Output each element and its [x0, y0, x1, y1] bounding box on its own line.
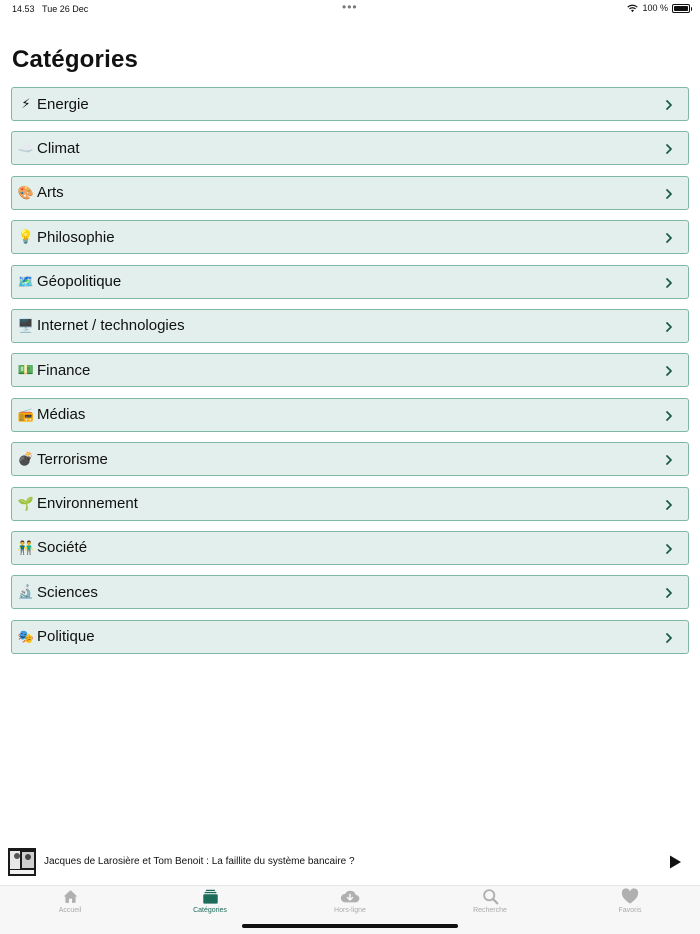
category-label: Géopolitique	[37, 273, 122, 291]
category-label: Politique	[37, 628, 95, 646]
category-item-arts[interactable]	[11, 176, 689, 210]
microscope-icon: 🔬	[17, 584, 35, 600]
category-label: Philosophie	[37, 228, 115, 246]
banknote-icon: 💵	[17, 362, 35, 378]
episode-thumbnail	[8, 848, 36, 876]
chevron-right-icon	[662, 586, 676, 600]
chevron-right-icon	[662, 231, 676, 245]
category-item-geopolitique[interactable]	[11, 265, 689, 299]
battery-percent: 100 %	[642, 3, 668, 13]
lightning-icon: ⚡	[21, 96, 31, 111]
chevron-right-icon	[662, 364, 676, 378]
play-icon[interactable]	[667, 854, 683, 870]
home-icon	[62, 888, 79, 905]
episode-title[interactable]: Jacques de Larosière et Tom Benoit : La faillite du système bancaire ?	[44, 856, 355, 867]
tab-label: Hors-ligne	[334, 907, 366, 914]
chevron-right-icon	[662, 320, 676, 334]
category-label: Energie	[37, 95, 89, 113]
tab-label: Recherche	[473, 907, 507, 914]
chevron-right-icon	[662, 631, 676, 645]
bomb-icon: 💣	[17, 451, 35, 467]
chevron-right-icon	[662, 142, 676, 156]
category-label: Environnement	[37, 495, 138, 513]
heart-icon	[621, 888, 639, 905]
category-label: Terrorisme	[37, 450, 108, 468]
seedling-icon: 🌱	[17, 495, 35, 511]
category-item-finance[interactable]	[11, 353, 689, 387]
tab-accueil[interactable]	[20, 888, 120, 922]
masks-icon: 🎭	[17, 628, 35, 644]
radio-icon: 📻	[17, 406, 35, 422]
category-item-politique[interactable]	[11, 620, 689, 654]
category-list	[11, 87, 689, 664]
category-label: Internet / technologies	[37, 317, 185, 335]
lightbulb-icon: 💡	[17, 229, 35, 245]
page-title: Catégories	[12, 46, 139, 73]
tab-favoris[interactable]	[580, 888, 680, 922]
status-right	[627, 3, 690, 13]
category-label: Sciences	[37, 583, 98, 601]
category-label: Société	[37, 539, 88, 557]
category-item-terrorisme[interactable]	[11, 442, 689, 476]
category-label: Climat	[37, 139, 80, 157]
category-item-medias[interactable]	[11, 398, 689, 432]
chevron-right-icon	[662, 409, 676, 423]
tab-label: Favoris	[618, 907, 642, 914]
tab-label: Accueil	[58, 907, 82, 914]
home-indicator[interactable]	[242, 924, 458, 928]
desktop-computer-icon: 🖥️	[17, 317, 35, 333]
cloud-download-icon	[340, 888, 360, 905]
palette-icon: 🎨	[17, 184, 35, 200]
chevron-right-icon	[662, 542, 676, 556]
status-bar	[0, 0, 700, 18]
wifi-icon	[627, 4, 638, 13]
search-icon	[482, 888, 499, 905]
categories-icon	[202, 888, 219, 905]
tab-recherche[interactable]	[440, 888, 540, 922]
chevron-right-icon	[662, 453, 676, 467]
category-label: Finance	[37, 361, 91, 379]
multitasking-dots[interactable]: •••	[342, 0, 358, 14]
category-label: Arts	[37, 184, 64, 202]
tab-hors-ligne[interactable]	[300, 888, 400, 922]
status-time-date: 14.53 Tue 26 Dec	[12, 4, 89, 14]
chevron-right-icon	[662, 276, 676, 290]
category-item-societe[interactable]	[11, 531, 689, 565]
category-item-internet-technologies[interactable]	[11, 309, 689, 343]
category-item-environnement[interactable]	[11, 487, 689, 521]
chevron-right-icon	[662, 187, 676, 201]
category-item-climat[interactable]	[11, 131, 689, 165]
battery-icon	[672, 4, 690, 13]
category-item-philosophie[interactable]	[11, 220, 689, 254]
category-item-sciences[interactable]	[11, 575, 689, 609]
category-item-energie[interactable]	[11, 87, 689, 121]
chevron-right-icon	[662, 98, 676, 112]
cloud-icon: ☁️	[17, 140, 35, 156]
category-label: Médias	[37, 406, 86, 424]
chevron-right-icon	[662, 498, 676, 512]
tab-categories[interactable]	[160, 888, 260, 922]
tab-label: Catégories	[193, 907, 227, 914]
people-icon: 👬	[17, 539, 35, 555]
mini-player[interactable]	[0, 846, 700, 886]
world-map-icon: 🗺️	[17, 273, 35, 289]
